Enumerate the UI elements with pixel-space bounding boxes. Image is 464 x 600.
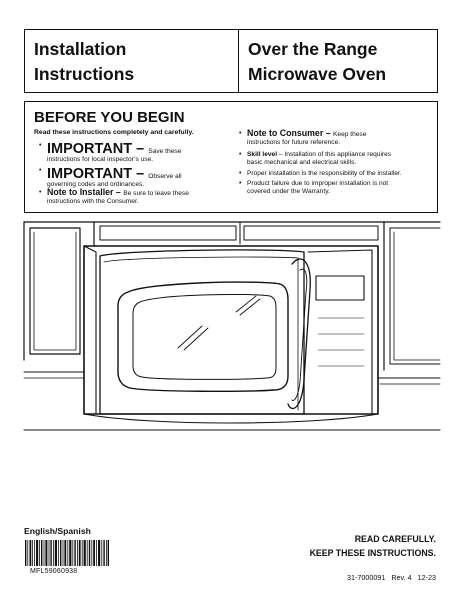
document-info bbox=[341, 573, 436, 582]
item-text: Proper installation is the responsibility of the installer. bbox=[247, 170, 402, 177]
item-text: Be sure to leave these bbox=[123, 190, 189, 197]
item-dash: – bbox=[277, 151, 285, 158]
title-line: Instructions bbox=[34, 64, 135, 84]
bullet-dot: • bbox=[39, 189, 42, 196]
barcode bbox=[25, 540, 109, 566]
item-text: Observe all bbox=[148, 173, 182, 180]
title-line: Microwave Oven bbox=[248, 64, 387, 84]
read-instructions-lead: Read these instructions completely and carefully. bbox=[34, 129, 194, 136]
item-text: Product failure due to improper installation is not bbox=[247, 180, 389, 187]
item-label: Note to Consumer bbox=[247, 128, 324, 138]
barcode-number: MFL59060938 bbox=[30, 568, 78, 575]
item-text: Installation of this appliance requires bbox=[284, 151, 392, 158]
language-label: English/Spanish bbox=[24, 526, 91, 536]
item-label: Note to Installer bbox=[47, 187, 114, 197]
item-text-cont: governing codes and ordinances. bbox=[47, 181, 145, 188]
document-number: 31-7000091 bbox=[346, 573, 386, 582]
bullet-dot: • bbox=[239, 180, 242, 187]
read-carefully-notice bbox=[310, 532, 436, 560]
item-text-cont: basic mechanical and electrical skills. bbox=[247, 158, 357, 166]
revision-date: 12-23 bbox=[417, 573, 436, 582]
item-text-cont: covered under the Warranty. bbox=[247, 187, 330, 195]
item-label: Skill level bbox=[247, 151, 278, 158]
item-label: IMPORTANT bbox=[47, 166, 133, 182]
item-text: Keep these bbox=[333, 131, 367, 138]
bullet-dot: • bbox=[39, 167, 42, 174]
bullet-dot: • bbox=[239, 170, 242, 177]
before-you-begin-title: BEFORE YOU BEGIN bbox=[34, 109, 185, 126]
item-text: Save these bbox=[148, 148, 182, 155]
title-line: Installation bbox=[34, 39, 127, 59]
item-text-cont: instructions with the Consumer. bbox=[47, 197, 139, 205]
bullet-dot: • bbox=[39, 142, 42, 149]
item-dash: – bbox=[132, 141, 149, 157]
title-line: Over the Range bbox=[248, 39, 378, 59]
item-label: IMPORTANT bbox=[47, 141, 133, 157]
notice-line: KEEP THESE INSTRUCTIONS. bbox=[309, 548, 436, 558]
bullet-dot: • bbox=[239, 130, 242, 137]
item-dash: – bbox=[132, 166, 149, 182]
item-dash: – bbox=[323, 128, 334, 138]
revision: Rev. 4 bbox=[391, 573, 412, 582]
item-text-cont: instructions for local inspector’s use. bbox=[47, 156, 154, 163]
item-dash: – bbox=[113, 187, 124, 197]
item-text-cont: instructions for future reference. bbox=[247, 138, 341, 146]
bullet-dot: • bbox=[239, 151, 242, 158]
notice-line: READ CAREFULLY. bbox=[354, 534, 436, 544]
